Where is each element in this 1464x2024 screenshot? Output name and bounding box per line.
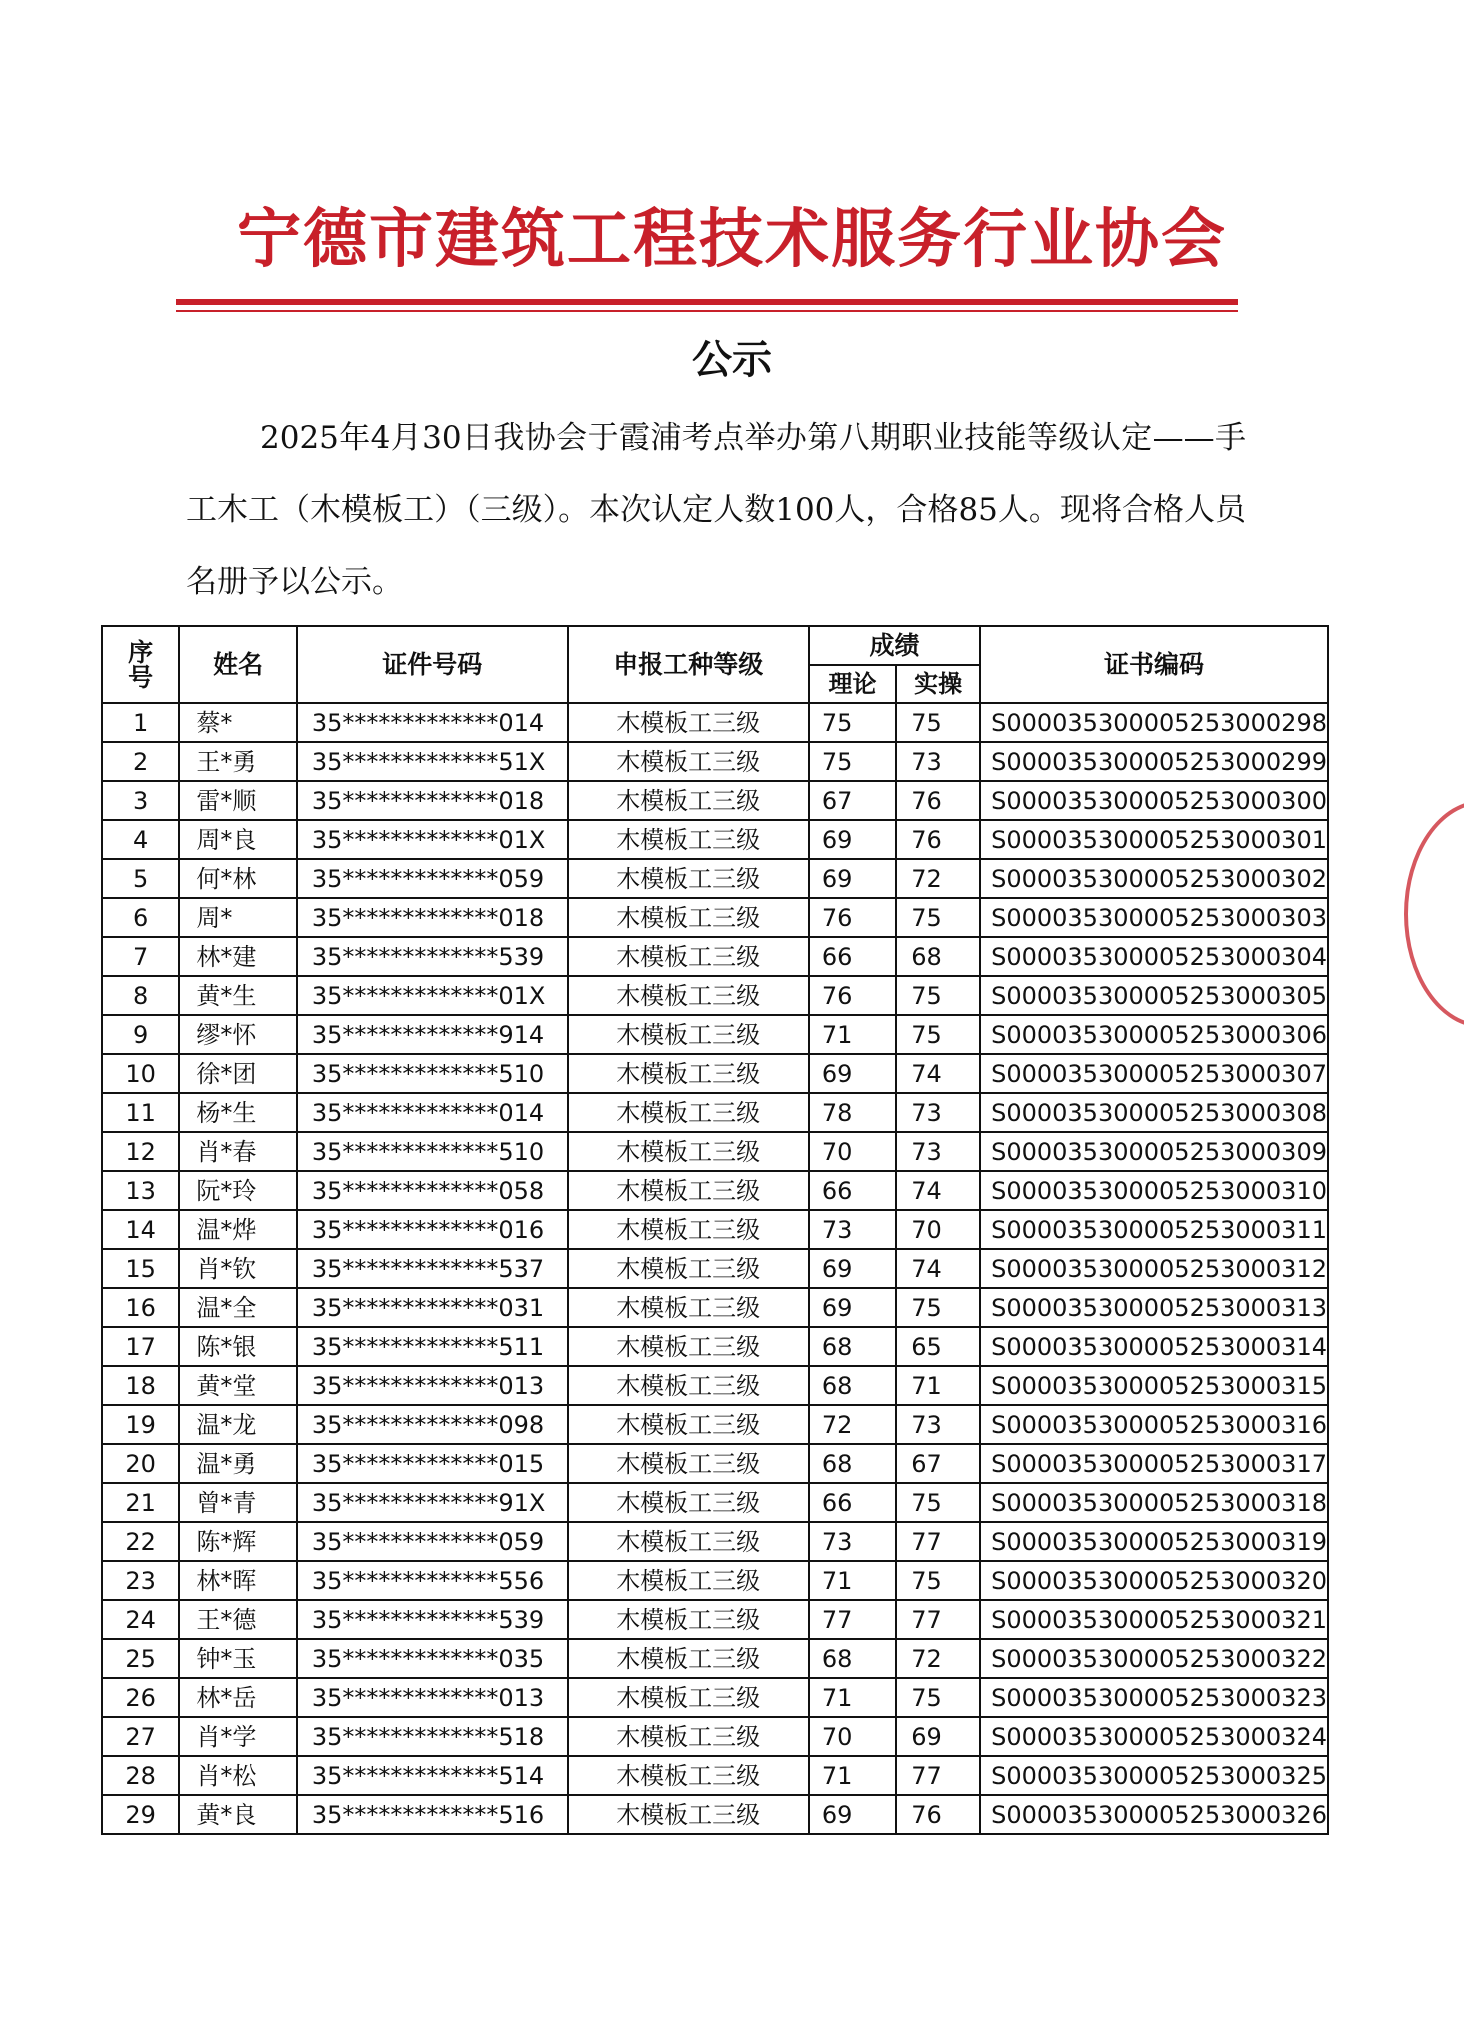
row-practice-score: 74 (896, 1249, 980, 1288)
row-practice-score: 69 (896, 1717, 980, 1756)
row-index: 21 (102, 1483, 179, 1522)
row-id-number: 35*************015 (297, 1444, 568, 1483)
row-practice-score: 75 (896, 1483, 980, 1522)
row-certificate-code: S000035300005253000299 (980, 742, 1328, 781)
row-index: 18 (102, 1366, 179, 1405)
row-level: 木模板工三级 (568, 1717, 809, 1756)
table-row (102, 1678, 1328, 1717)
table-row (102, 1327, 1328, 1366)
row-practice-score: 77 (896, 1522, 980, 1561)
row-id-number: 35*************518 (297, 1717, 568, 1756)
row-certificate-code: S000035300005253000308 (980, 1093, 1328, 1132)
row-theory-score: 76 (809, 976, 896, 1015)
table-row (102, 1561, 1328, 1600)
table-row (102, 1132, 1328, 1171)
row-level: 木模板工三级 (568, 1132, 809, 1171)
table-row (102, 1249, 1328, 1288)
row-index: 3 (102, 781, 179, 820)
row-id-number: 35*************510 (297, 1054, 568, 1093)
official-seal (1404, 800, 1464, 1028)
header-theory: 理论 (809, 665, 896, 703)
row-id-number: 35*************098 (297, 1405, 568, 1444)
row-practice-score: 75 (896, 1678, 980, 1717)
row-id-number: 35*************016 (297, 1210, 568, 1249)
table-row (102, 1366, 1328, 1405)
row-theory-score: 73 (809, 1522, 896, 1561)
row-practice-score: 76 (896, 820, 980, 859)
row-id-number: 35*************035 (297, 1639, 568, 1678)
row-theory-score: 78 (809, 1093, 896, 1132)
row-certificate-code: S000035300005253000313 (980, 1288, 1328, 1327)
table-row (102, 1210, 1328, 1249)
table-row (102, 937, 1328, 976)
row-name: 徐*团 (179, 1054, 297, 1093)
row-theory-score: 73 (809, 1210, 896, 1249)
row-index: 2 (102, 742, 179, 781)
table-row (102, 1483, 1328, 1522)
row-id-number: 35*************914 (297, 1015, 568, 1054)
row-name: 林*建 (179, 937, 297, 976)
row-index: 17 (102, 1327, 179, 1366)
row-practice-score: 73 (896, 1093, 980, 1132)
row-name: 曾*青 (179, 1483, 297, 1522)
row-id-number: 35*************059 (297, 1522, 568, 1561)
row-level: 木模板工三级 (568, 1054, 809, 1093)
row-theory-score: 75 (809, 703, 896, 742)
row-name: 黄*堂 (179, 1366, 297, 1405)
row-index: 23 (102, 1561, 179, 1600)
row-level: 木模板工三级 (568, 1288, 809, 1327)
row-name: 阮*玲 (179, 1171, 297, 1210)
row-theory-score: 69 (809, 820, 896, 859)
row-index: 9 (102, 1015, 179, 1054)
row-id-number: 35*************510 (297, 1132, 568, 1171)
row-index: 6 (102, 898, 179, 937)
table-row (102, 1795, 1328, 1834)
row-id-number: 35*************511 (297, 1327, 568, 1366)
row-id-number: 35*************539 (297, 937, 568, 976)
header-rule-thick (176, 299, 1238, 305)
row-name: 肖*春 (179, 1132, 297, 1171)
table-row (102, 703, 1328, 742)
row-theory-score: 71 (809, 1756, 896, 1795)
row-theory-score: 71 (809, 1678, 896, 1717)
row-level: 木模板工三级 (568, 1522, 809, 1561)
row-practice-score: 72 (896, 1639, 980, 1678)
row-theory-score: 68 (809, 1366, 896, 1405)
row-index: 28 (102, 1756, 179, 1795)
row-certificate-code: S000035300005253000316 (980, 1405, 1328, 1444)
row-certificate-code: S000035300005253000306 (980, 1015, 1328, 1054)
row-practice-score: 73 (896, 742, 980, 781)
row-name: 蔡* (179, 703, 297, 742)
qualified-roster-table (101, 625, 1329, 1835)
row-theory-score: 70 (809, 1717, 896, 1756)
row-index: 1 (102, 703, 179, 742)
row-index: 4 (102, 820, 179, 859)
row-level: 木模板工三级 (568, 859, 809, 898)
table-row (102, 1522, 1328, 1561)
row-level: 木模板工三级 (568, 976, 809, 1015)
row-name: 周* (179, 898, 297, 937)
row-level: 木模板工三级 (568, 703, 809, 742)
row-level: 木模板工三级 (568, 1756, 809, 1795)
row-name: 雷*顺 (179, 781, 297, 820)
row-id-number: 35*************058 (297, 1171, 568, 1210)
header-practice: 实操 (896, 665, 980, 703)
row-certificate-code: S000035300005253000300 (980, 781, 1328, 820)
roster-body (102, 703, 1328, 1834)
row-name: 王*勇 (179, 742, 297, 781)
row-name: 林*晖 (179, 1561, 297, 1600)
row-id-number: 35*************014 (297, 1093, 568, 1132)
row-theory-score: 69 (809, 1288, 896, 1327)
row-theory-score: 71 (809, 1015, 896, 1054)
row-practice-score: 77 (896, 1600, 980, 1639)
row-practice-score: 75 (896, 898, 980, 937)
row-name: 肖*学 (179, 1717, 297, 1756)
row-name: 温*烨 (179, 1210, 297, 1249)
table-row (102, 1093, 1328, 1132)
row-theory-score: 68 (809, 1444, 896, 1483)
row-practice-score: 75 (896, 1015, 980, 1054)
row-certificate-code: S000035300005253000322 (980, 1639, 1328, 1678)
row-theory-score: 75 (809, 742, 896, 781)
table-row (102, 1756, 1328, 1795)
table-row (102, 1171, 1328, 1210)
row-certificate-code: S000035300005253000302 (980, 859, 1328, 898)
row-practice-score: 76 (896, 781, 980, 820)
row-level: 木模板工三级 (568, 781, 809, 820)
row-index: 26 (102, 1678, 179, 1717)
row-theory-score: 70 (809, 1132, 896, 1171)
row-name: 杨*生 (179, 1093, 297, 1132)
row-practice-score: 70 (896, 1210, 980, 1249)
row-id-number: 35*************516 (297, 1795, 568, 1834)
row-level: 木模板工三级 (568, 1678, 809, 1717)
row-level: 木模板工三级 (568, 1795, 809, 1834)
row-level: 木模板工三级 (568, 1093, 809, 1132)
row-theory-score: 71 (809, 1561, 896, 1600)
row-theory-score: 69 (809, 1795, 896, 1834)
row-practice-score: 72 (896, 859, 980, 898)
row-id-number: 35*************013 (297, 1678, 568, 1717)
notice-title: 公示 (692, 337, 772, 383)
row-certificate-code: S000035300005253000325 (980, 1756, 1328, 1795)
row-practice-score: 75 (896, 703, 980, 742)
row-name: 王*德 (179, 1600, 297, 1639)
table-row (102, 1600, 1328, 1639)
row-certificate-code: S000035300005253000305 (980, 976, 1328, 1015)
table-row (102, 976, 1328, 1015)
row-certificate-code: S000035300005253000315 (980, 1366, 1328, 1405)
row-level: 木模板工三级 (568, 1600, 809, 1639)
row-theory-score: 69 (809, 1249, 896, 1288)
header-name: 姓名 (179, 626, 297, 703)
row-practice-score: 71 (896, 1366, 980, 1405)
row-id-number: 35*************014 (297, 703, 568, 742)
row-practice-score: 74 (896, 1171, 980, 1210)
table-row (102, 1054, 1328, 1093)
row-name: 黄*良 (179, 1795, 297, 1834)
row-index: 25 (102, 1639, 179, 1678)
row-name: 陈*银 (179, 1327, 297, 1366)
row-index: 19 (102, 1405, 179, 1444)
row-id-number: 35*************51X (297, 742, 568, 781)
row-certificate-code: S000035300005253000310 (980, 1171, 1328, 1210)
header-level: 申报工种等级 (568, 626, 809, 703)
row-practice-score: 76 (896, 1795, 980, 1834)
table-row (102, 1444, 1328, 1483)
row-name: 温*全 (179, 1288, 297, 1327)
row-level: 木模板工三级 (568, 1015, 809, 1054)
table-row (102, 742, 1328, 781)
row-name: 陈*辉 (179, 1522, 297, 1561)
row-certificate-code: S000035300005253000317 (980, 1444, 1328, 1483)
row-index: 24 (102, 1600, 179, 1639)
row-theory-score: 76 (809, 898, 896, 937)
row-certificate-code: S000035300005253000309 (980, 1132, 1328, 1171)
table-row (102, 1717, 1328, 1756)
row-certificate-code: S000035300005253000301 (980, 820, 1328, 859)
row-practice-score: 74 (896, 1054, 980, 1093)
notice-paragraph (186, 402, 1246, 618)
row-practice-score: 75 (896, 976, 980, 1015)
table-row (102, 781, 1328, 820)
header-rule-thin (176, 310, 1238, 312)
table-row (102, 1405, 1328, 1444)
header-index: 序 号 (102, 626, 179, 703)
table-row (102, 859, 1328, 898)
row-index: 14 (102, 1210, 179, 1249)
row-id-number: 35*************514 (297, 1756, 568, 1795)
row-index: 15 (102, 1249, 179, 1288)
row-name: 温*勇 (179, 1444, 297, 1483)
notice-paragraph-text: 2025年4月30日我协会于霞浦考点举办第八期职业技能等级认定——手工木工（木模板工）（三级）。本次认定人数100人，合格85人。现将合格人员名册予以公示。 (186, 420, 1246, 600)
row-index: 20 (102, 1444, 179, 1483)
row-name: 黄*生 (179, 976, 297, 1015)
row-certificate-code: S000035300005253000324 (980, 1717, 1328, 1756)
row-practice-score: 75 (896, 1288, 980, 1327)
row-theory-score: 69 (809, 859, 896, 898)
row-index: 5 (102, 859, 179, 898)
table-row (102, 898, 1328, 937)
row-id-number: 35*************018 (297, 781, 568, 820)
row-level: 木模板工三级 (568, 1483, 809, 1522)
row-certificate-code: S000035300005253000307 (980, 1054, 1328, 1093)
row-id-number: 35*************013 (297, 1366, 568, 1405)
row-level: 木模板工三级 (568, 1405, 809, 1444)
row-certificate-code: S000035300005253000319 (980, 1522, 1328, 1561)
row-id-number: 35*************537 (297, 1249, 568, 1288)
row-id-number: 35*************01X (297, 976, 568, 1015)
row-theory-score: 77 (809, 1600, 896, 1639)
row-certificate-code: S000035300005253000298 (980, 703, 1328, 742)
row-certificate-code: S000035300005253000312 (980, 1249, 1328, 1288)
row-id-number: 35*************01X (297, 820, 568, 859)
row-name: 何*林 (179, 859, 297, 898)
row-level: 木模板工三级 (568, 820, 809, 859)
row-level: 木模板工三级 (568, 898, 809, 937)
row-certificate-code: S000035300005253000314 (980, 1327, 1328, 1366)
row-id-number: 35*************539 (297, 1600, 568, 1639)
row-certificate-code: S000035300005253000304 (980, 937, 1328, 976)
row-level: 木模板工三级 (568, 742, 809, 781)
row-id-number: 35*************556 (297, 1561, 568, 1600)
row-practice-score: 77 (896, 1756, 980, 1795)
row-index: 16 (102, 1288, 179, 1327)
row-theory-score: 68 (809, 1639, 896, 1678)
row-index: 13 (102, 1171, 179, 1210)
row-theory-score: 67 (809, 781, 896, 820)
organization-name: 宁德市建筑工程技术服务行业协会 (237, 203, 1227, 277)
row-practice-score: 68 (896, 937, 980, 976)
row-index: 7 (102, 937, 179, 976)
row-theory-score: 66 (809, 1171, 896, 1210)
row-level: 木模板工三级 (568, 1366, 809, 1405)
header-id-number: 证件号码 (297, 626, 568, 703)
row-name: 林*岳 (179, 1678, 297, 1717)
row-level: 木模板工三级 (568, 937, 809, 976)
row-theory-score: 66 (809, 937, 896, 976)
row-id-number: 35*************031 (297, 1288, 568, 1327)
row-name: 温*龙 (179, 1405, 297, 1444)
table-row (102, 820, 1328, 859)
row-certificate-code: S000035300005253000318 (980, 1483, 1328, 1522)
row-certificate-code: S000035300005253000321 (980, 1600, 1328, 1639)
row-index: 27 (102, 1717, 179, 1756)
row-name: 钟*玉 (179, 1639, 297, 1678)
header-certificate: 证书编码 (980, 626, 1328, 703)
row-theory-score: 68 (809, 1327, 896, 1366)
row-level: 木模板工三级 (568, 1639, 809, 1678)
row-name: 肖*松 (179, 1756, 297, 1795)
row-certificate-code: S000035300005253000326 (980, 1795, 1328, 1834)
row-practice-score: 73 (896, 1405, 980, 1444)
row-practice-score: 73 (896, 1132, 980, 1171)
row-index: 22 (102, 1522, 179, 1561)
row-practice-score: 67 (896, 1444, 980, 1483)
table-row (102, 1288, 1328, 1327)
table-row (102, 1015, 1328, 1054)
row-index: 29 (102, 1795, 179, 1834)
row-index: 12 (102, 1132, 179, 1171)
row-theory-score: 72 (809, 1405, 896, 1444)
row-index: 11 (102, 1093, 179, 1132)
row-theory-score: 66 (809, 1483, 896, 1522)
header-scores: 成绩 (809, 626, 980, 665)
row-name: 周*良 (179, 820, 297, 859)
row-level: 木模板工三级 (568, 1561, 809, 1600)
row-level: 木模板工三级 (568, 1171, 809, 1210)
row-practice-score: 75 (896, 1561, 980, 1600)
row-certificate-code: S000035300005253000323 (980, 1678, 1328, 1717)
row-certificate-code: S000035300005253000320 (980, 1561, 1328, 1600)
row-level: 木模板工三级 (568, 1210, 809, 1249)
row-practice-score: 65 (896, 1327, 980, 1366)
row-index: 10 (102, 1054, 179, 1093)
row-theory-score: 69 (809, 1054, 896, 1093)
row-id-number: 35*************018 (297, 898, 568, 937)
row-level: 木模板工三级 (568, 1444, 809, 1483)
row-level: 木模板工三级 (568, 1327, 809, 1366)
row-certificate-code: S000035300005253000303 (980, 898, 1328, 937)
row-index: 8 (102, 976, 179, 1015)
row-name: 缪*怀 (179, 1015, 297, 1054)
row-id-number: 35*************059 (297, 859, 568, 898)
row-certificate-code: S000035300005253000311 (980, 1210, 1328, 1249)
table-row (102, 1639, 1328, 1678)
row-id-number: 35*************91X (297, 1483, 568, 1522)
row-level: 木模板工三级 (568, 1249, 809, 1288)
row-name: 肖*钦 (179, 1249, 297, 1288)
